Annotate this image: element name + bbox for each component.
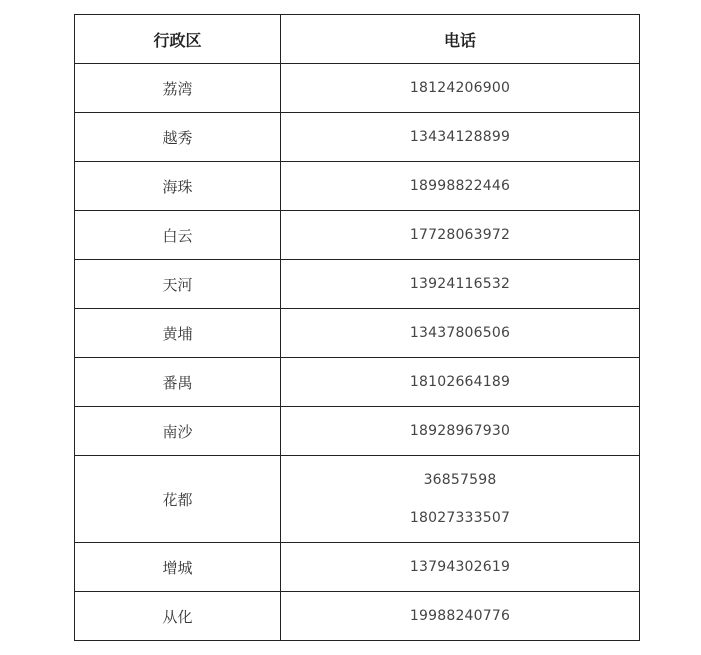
district-cell: 荔湾	[75, 64, 281, 113]
district-cell: 白云	[75, 211, 281, 260]
table-row	[75, 64, 640, 113]
phone-number: 18102664189	[409, 373, 511, 390]
phone-number: 18027333507	[409, 509, 511, 526]
district-cell: 越秀	[75, 113, 281, 162]
phone-number: 13924116532	[409, 275, 511, 292]
table-row	[75, 309, 640, 358]
phone-cell	[281, 456, 640, 543]
phone-number: 13437806506	[409, 324, 511, 341]
phone-number: 13794302619	[409, 558, 511, 575]
header-district: 行政区	[75, 15, 281, 64]
table-row	[75, 456, 640, 543]
header-phone: 电话	[281, 15, 640, 64]
table-row	[75, 211, 640, 260]
phone-number: 18928967930	[409, 422, 511, 439]
phone-number: 18998822446	[409, 177, 511, 194]
phone-number: 36857598	[423, 471, 497, 488]
phone-cell	[281, 260, 640, 309]
phone-number: 19988240776	[409, 607, 511, 624]
district-cell: 从化	[75, 592, 281, 641]
phone-number: 18124206900	[409, 79, 511, 96]
phone-number: 17728063972	[409, 226, 511, 243]
phone-cell	[281, 162, 640, 211]
phone-cell	[281, 64, 640, 113]
phone-cell	[281, 113, 640, 162]
table-row	[75, 162, 640, 211]
district-cell: 花都	[75, 456, 281, 543]
phone-cell	[281, 358, 640, 407]
phone-cell	[281, 309, 640, 358]
table-body	[75, 64, 640, 641]
table-row	[75, 358, 640, 407]
district-cell: 海珠	[75, 162, 281, 211]
phone-cell	[281, 543, 640, 592]
phone-cell	[281, 592, 640, 641]
district-cell: 黄埔	[75, 309, 281, 358]
table-row	[75, 113, 640, 162]
district-cell: 增城	[75, 543, 281, 592]
phone-cell	[281, 407, 640, 456]
table-row	[75, 543, 640, 592]
district-cell: 南沙	[75, 407, 281, 456]
phone-number: 13434128899	[409, 128, 511, 145]
table-row	[75, 407, 640, 456]
district-cell: 番禺	[75, 358, 281, 407]
phone-cell	[281, 211, 640, 260]
table-header-row	[75, 15, 640, 64]
table-row	[75, 592, 640, 641]
district-cell: 天河	[75, 260, 281, 309]
district-phone-table	[74, 14, 640, 641]
table-row	[75, 260, 640, 309]
